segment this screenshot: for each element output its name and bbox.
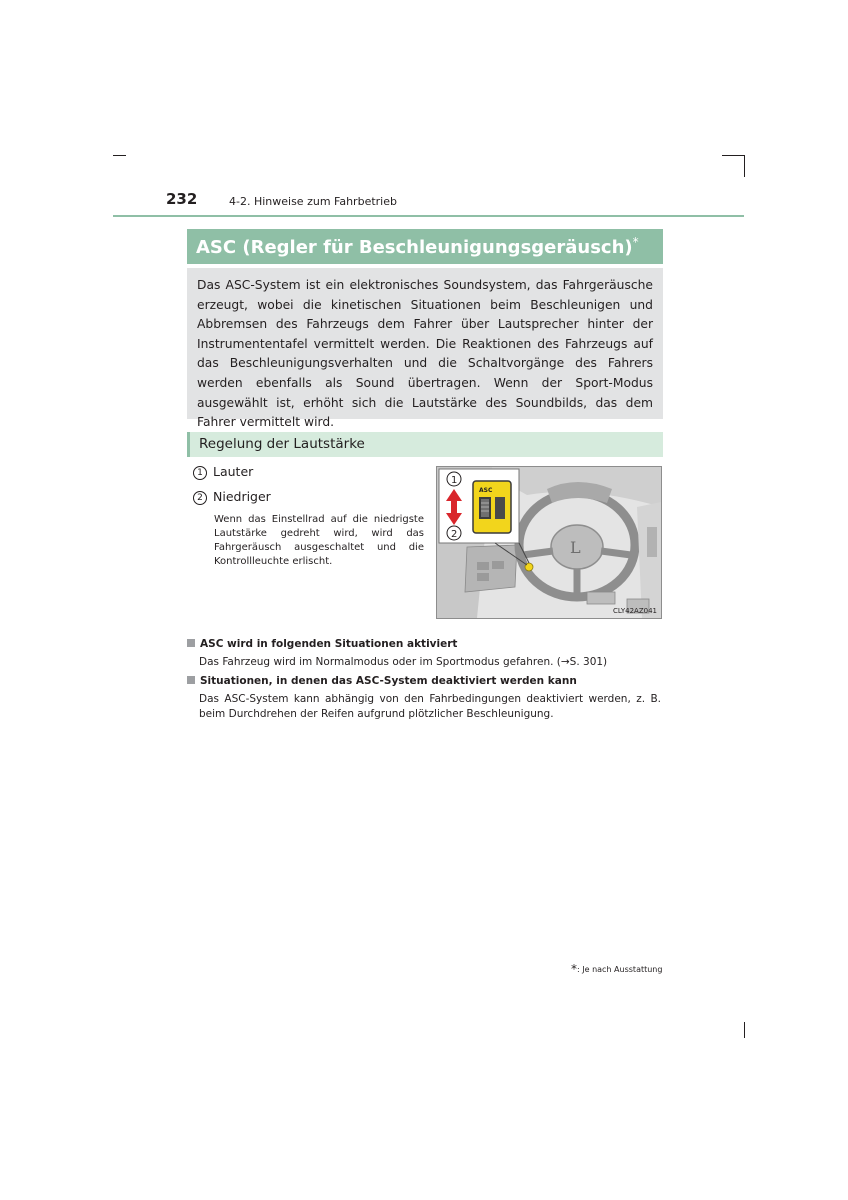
svg-text:L: L xyxy=(570,538,581,557)
note-heading-text: Situationen, in denen das ASC-System deaktiviert werden kann xyxy=(200,675,577,687)
svg-text:1: 1 xyxy=(451,475,458,486)
list-item-label: Lauter xyxy=(213,464,254,479)
footnote xyxy=(571,962,662,976)
crop-mark-bottom-right xyxy=(744,1022,745,1038)
subsection-title: Regelung der Lautstärke xyxy=(199,436,365,452)
callout-number: 1 xyxy=(193,466,207,480)
title-marker: * xyxy=(632,235,639,249)
bullet-square-icon xyxy=(187,676,195,684)
crop-mark-top-right xyxy=(722,155,745,156)
bullet-square-icon xyxy=(187,639,195,647)
crop-mark-top-right-vertical xyxy=(744,155,745,177)
list-item xyxy=(193,489,271,505)
page-title-text: ASC (Regler für Beschleunigungsgeräusch) xyxy=(196,237,633,258)
page-number: 232 xyxy=(166,190,198,208)
intro-text: Das ASC-System ist ein elektronisches Soundsystem, das Fahrgeräusche erzeugt, wobei die kinetischen Situationen beim Beschleunigen und Abbremsen des Fahrzeugs dem Fahrer über Lautsprecher hinter der Instrumententafel vermittelt werden. Die Reaktionen des Fahrzeugs auf das Beschleunigungsverhalten und die Schaltvorgänge des Fahrers werden ebenfalls als Sound übertragen. Wenn der Sport-Modus ausgewählt ist, erhöht sich die Lautstärke des Soundbilds, das dem Fahrer vermittelt wird. xyxy=(197,278,653,430)
note-text: Das Fahrzeug wird im Normalmodus oder im Sportmodus gefahren. (→S. 301) xyxy=(199,656,608,668)
footnote-text: : Je nach Ausstattung xyxy=(577,965,663,974)
note-heading-text: ASC wird in folgenden Situationen aktiviert xyxy=(200,638,458,650)
note-text: Das ASC-System kann abhängig von den Fahrbedingungen deaktiviert werden, z. B. beim Durchdrehen der Reifen aufgrund plötzlicher Beschleunigung. xyxy=(199,693,661,720)
figure-code: CLY42AZ041 xyxy=(613,607,657,615)
dashboard-illustration xyxy=(437,467,661,618)
header-rule xyxy=(113,215,744,217)
intro-box xyxy=(187,268,663,430)
note-heading xyxy=(187,675,577,687)
footnote-marker: * xyxy=(571,962,577,976)
subsection-bar xyxy=(187,432,663,457)
title-bar xyxy=(187,229,663,264)
page-title xyxy=(196,235,639,258)
dashboard-figure xyxy=(436,466,662,619)
section-title: 4-2. Hinweise zum Fahrbetrieb xyxy=(229,195,397,208)
callout-number: 2 xyxy=(193,491,207,505)
list-item xyxy=(193,464,253,480)
note-heading xyxy=(187,638,457,650)
crop-mark-top-left xyxy=(113,155,126,156)
list-item-label: Niedriger xyxy=(213,489,271,504)
svg-text:2: 2 xyxy=(451,529,458,540)
volume-note: Wenn das Einstellrad auf die niedrigste Lautstärke gedreht wird, wird das Fahrgeräusch ausgeschaltet und die Kontrollleuchte erlischt. xyxy=(214,514,424,567)
svg-text:ASC: ASC xyxy=(479,487,493,494)
